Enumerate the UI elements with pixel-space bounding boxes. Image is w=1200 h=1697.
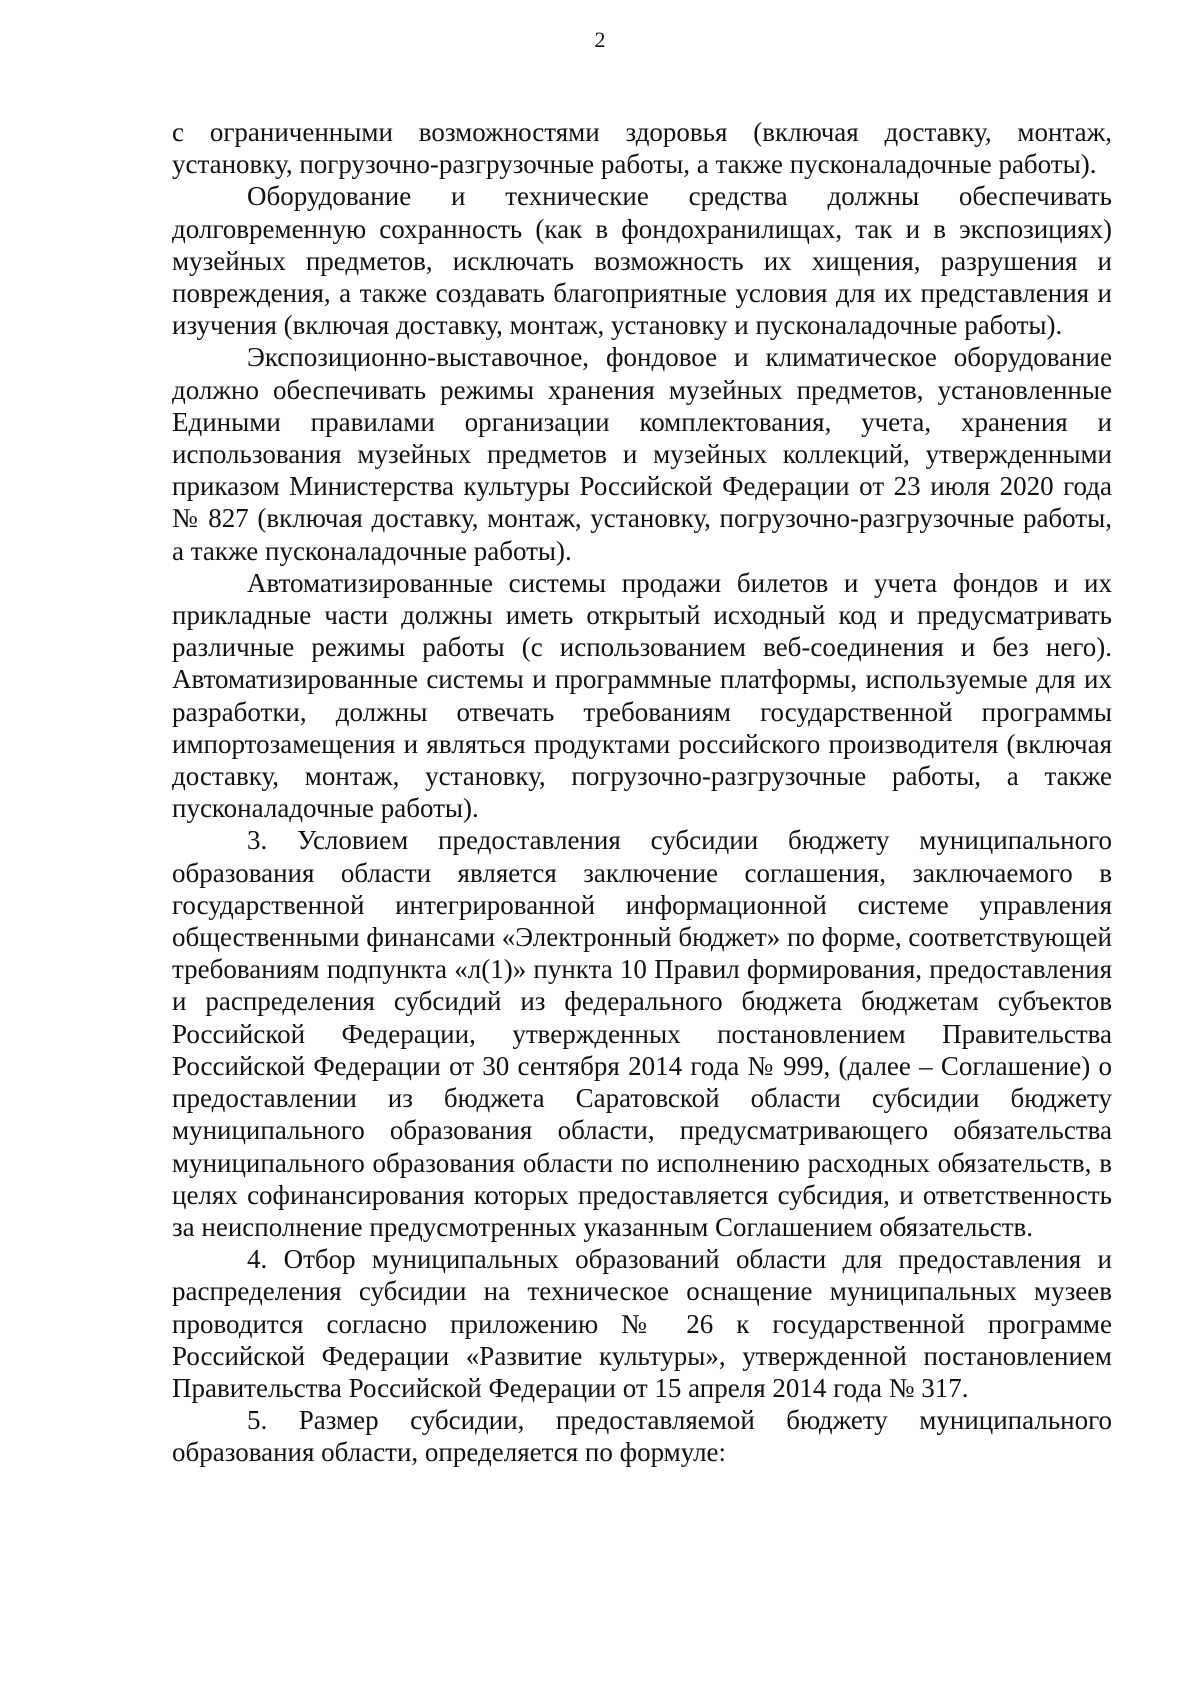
document-body [172, 116, 1112, 1469]
paragraph: Автоматизированные системы продажи билетов и учета фондов и их прикладные части должны иметь открытый исходный код и предусматривать различные режимы работы (с использованием веб-соединения и без него). Автоматизированные системы и программные платформы, используемые для их разработки, должны отвечать требованиям государственной программы импортозамещения и являться продуктами российского производителя (включая доставку, монтаж, установку, погрузочно-разгрузочные работы, а также пусконаладочные работы). [172, 567, 1112, 824]
paragraph: с ограниченными возможностями здоровья (включая доставку, монтаж, установку, погрузочно-разгрузочные работы, а также пусконаладочные работы). [172, 117, 1112, 180]
paragraph: Оборудование и технические средства должны обеспечивать долговременную сохранность (как в фондохранилищах, так и в экспозициях) музейных предметов, исключать возможность их хищения, разрушения и повреждения, а также создавать благоприятные условия для их представления и изучения (включая доставку, монтаж, установку и пусконаладочные работы). [172, 181, 1112, 341]
paragraph: 5. Размер субсидии, предоставляемой бюджету муниципального образования области, определяется по формуле: [172, 1405, 1112, 1468]
paragraph: 3. Условием предоставления субсидии бюджету муниципального образования области является заключение соглашения, заключаемого в государственной интегрированной информационной системе управления общественными финансами «Электронный бюджет» по форме, соответствующей требованиям подпункта «л(1)» пункта 10 Правил формирования, предоставления и распределения субсидий из федерального бюджета бюджетам субъектов Российской Федерации, утвержденных постановлением Правительства Российской Федерации от 30 сентября 2014 года № 999, (далее – Соглашение) о предоставлении из бюджета Саратовской области субсидии бюджету муниципального образования области, предусматривающего обязательства муниципального образования области по исполнению расходных обязательств, в целях софинансирования которых предоставляется субсидия, и ответственность за неисполнение предусмотренных указанным Соглашением обязательств. [172, 825, 1112, 1242]
paragraph: 4. Отбор муниципальных образований области для предоставления и распределения субсидии на техническое оснащение муниципальных музеев проводится согласно приложению № 26 к государственной программе Российской Федерации «Развитие культуры», утвержденной постановлением Правительства Российской Федерации от 15 апреля 2014 года № 317. [172, 1244, 1112, 1403]
page-number: 2 [594, 27, 606, 52]
paragraph: Экспозиционно-выставочное, фондовое и климатическое оборудование должно обеспечивать режимы хранения музейных предметов, установленные Едиными правилами организации комплектования, учета, хранения и использования музейных предметов и музейных коллекций, утвержденными приказом Министерства культуры Российской Федерации от 23 июля 2020 года № 827 (включая доставку, монтаж, установку, погрузочно-разгрузочные работы, а также пусконаладочные работы). [172, 342, 1112, 566]
